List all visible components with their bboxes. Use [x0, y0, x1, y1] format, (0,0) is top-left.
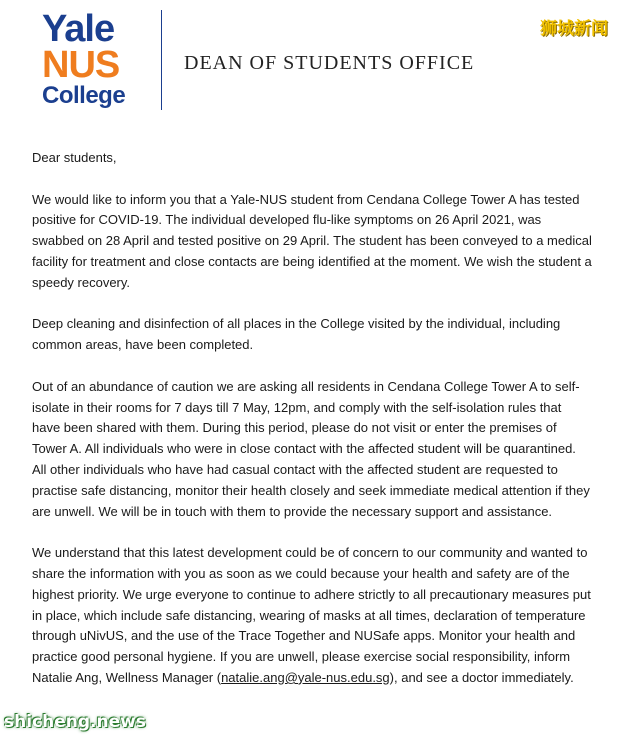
paragraph-4-text-before: We understand that this latest development could be of concern to our community and wanted to share the information with you as soon as we could because your health and safety are of the highest priority. We urge everyone to continue to adhere strictly to all precautionary measures put in place, which include safe distancing, wearing of masks at all times, declaration of temperature through uNivUS, and the use of the Trace Together and NUSafe apps. Monitor your health and practice good personal hygiene. If you are unwell, please exercise social responsibility, inform Natalie Ang, Wellness Manager (	[32, 545, 591, 685]
letter-body	[32, 148, 592, 710]
watermark-bottom: shicheng.news	[4, 712, 146, 732]
wellness-manager-email-link[interactable]: natalie.ang@yale-nus.edu.sg	[221, 669, 390, 685]
header-divider	[161, 10, 162, 110]
logo-nus-text: NUS	[42, 44, 120, 86]
watermark-top: 狮城新闻	[540, 19, 608, 39]
paragraph-4-text-after: ), and see a doctor immediately.	[389, 669, 574, 685]
logo-college-text: College	[42, 82, 126, 109]
letter-paragraph-3: Out of an abundance of caution we are asking all residents in Cendana College Tower A to self-isolate in their rooms for 7 days till 7 May, 12pm, and comply with the self-isolation rules that have been shared with them. During this period, please do not visit or enter the premises of Tower A. All individuals who were in close contact with the affected student will be quarantined. All other individuals who have had casual contact with the affected student are requested to practise safe distancing, monitor their health closely and seek immediate medical attention if they are unwell. We will be in touch with them to provide the necessary support and assistance.	[32, 378, 590, 519]
letter-paragraph-4	[32, 543, 592, 689]
college-logo	[42, 10, 152, 108]
letter-salutation: Dear students,	[32, 150, 117, 165]
letter-paragraph-1: We would like to inform you that a Yale-NUS student from Cendana College Tower A has tested positive for COVID-19. The individual developed flu-like symptoms on 26 April 2021, was swabbed on 28 April and tested positive on 29 April. The student has been conveyed to a medical facility for treatment and close contacts are being identified at the moment. We wish the student a speedy recovery.	[32, 191, 592, 290]
office-title: DEAN OF STUDENTS OFFICE	[184, 52, 475, 74]
logo-yale-text: Yale	[42, 8, 115, 50]
letter-paragraph-2: Deep cleaning and disinfection of all places in the College visited by the individual, including common areas, have been completed.	[32, 316, 561, 353]
